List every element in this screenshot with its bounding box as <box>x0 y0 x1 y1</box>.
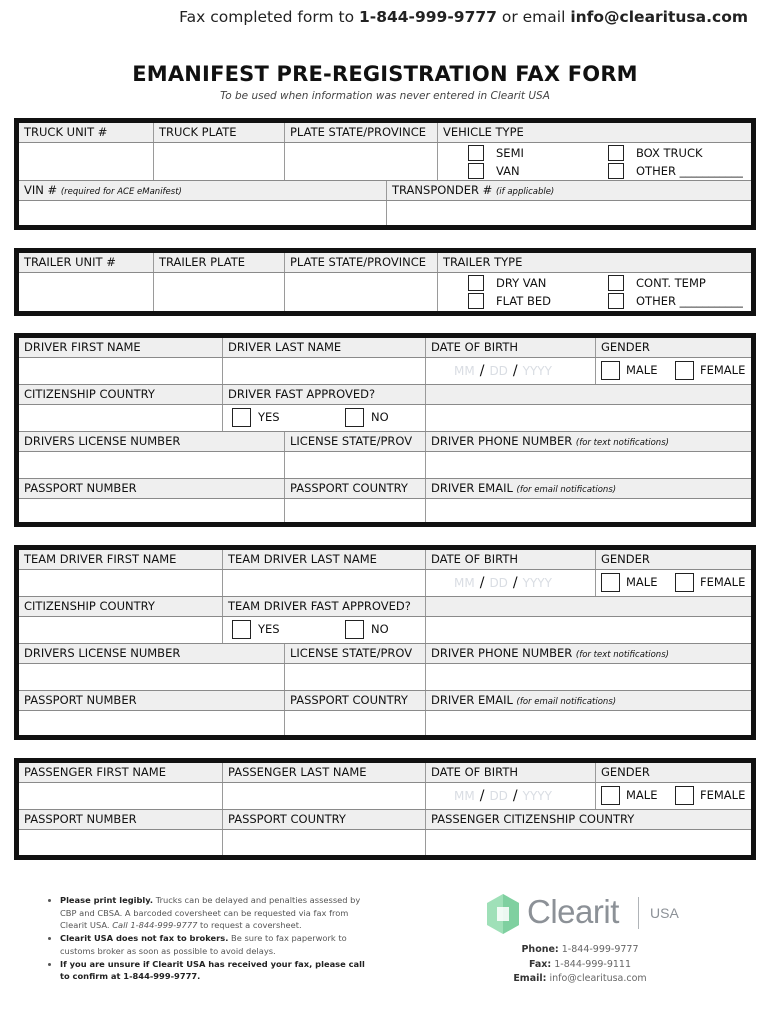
team-female-checkbox[interactable] <box>675 573 694 592</box>
team-fast-yes-checkbox[interactable] <box>232 620 251 639</box>
team-license-state-field[interactable] <box>284 664 425 690</box>
passenger-dob-label: DATE OF BIRTH <box>425 763 595 782</box>
driver-fast-yes-checkbox[interactable] <box>232 408 251 427</box>
trailer-plate-field[interactable] <box>153 273 284 311</box>
driver-fast-no-label: NO <box>371 410 389 424</box>
semi-checkbox[interactable] <box>468 145 484 161</box>
driver-license-state-label: LICENSE STATE/PROV <box>284 432 425 451</box>
vin-header-row <box>19 181 751 201</box>
driver-fast-yes-label: YES <box>258 410 280 424</box>
vin-label: VIN # (required for ACE eManifest) <box>24 183 182 197</box>
team-passport-field[interactable] <box>19 711 284 735</box>
team-passport-row <box>19 711 751 735</box>
box-truck-checkbox[interactable] <box>608 145 624 161</box>
team-first-label: TEAM DRIVER FIRST NAME <box>24 552 177 566</box>
page-subtitle: To be used when information was never entered in Clearit USA <box>220 90 550 102</box>
team-citizenship-label: CITIZENSHIP COUNTRY <box>24 599 155 613</box>
passenger-gender-label: GENDER <box>595 763 751 782</box>
team-license-state-label: LICENSE STATE/PROV <box>284 644 425 663</box>
team-license-field[interactable] <box>19 664 284 690</box>
team-male-label: MALE <box>626 575 658 589</box>
team-passport-country-field[interactable] <box>284 711 425 735</box>
driver-license-label: DRIVERS LICENSE NUMBER <box>24 434 181 448</box>
passenger-name-row <box>19 783 751 810</box>
team-email-field[interactable] <box>425 711 751 735</box>
passenger-first-label: PASSENGER FIRST NAME <box>24 765 166 779</box>
logo-divider <box>638 897 639 929</box>
contact-email: Email: info@clearitusa.com <box>513 973 647 984</box>
driver-name-header <box>19 338 751 358</box>
team-fast-no-label: NO <box>371 622 389 636</box>
fax-instructions <box>179 8 748 26</box>
driver-phone-label: DRIVER PHONE NUMBER (for text notifications) <box>425 432 751 451</box>
team-driver-section <box>14 545 756 740</box>
team-license-row <box>19 664 751 691</box>
truck-input-row <box>19 143 751 181</box>
vin-field[interactable] <box>19 201 386 225</box>
driver-male-label: MALE <box>626 363 658 377</box>
truck-plate-label: TRUCK PLATE <box>153 123 284 142</box>
team-citizen-row <box>19 617 751 644</box>
truck-header-row <box>19 123 751 143</box>
trailer-unit-field[interactable] <box>19 273 153 311</box>
passenger-first-field[interactable] <box>19 783 222 809</box>
contact-phone: Phone: 1-844-999-9777 <box>521 944 639 955</box>
vin-input-row <box>19 201 751 225</box>
driver-fast-label: DRIVER FAST APPROVED? <box>222 385 425 404</box>
box-truck-label: BOX TRUCK <box>636 146 703 160</box>
trailer-type-options <box>437 273 751 311</box>
team-gender-label: GENDER <box>595 550 751 569</box>
team-license-header <box>19 644 751 664</box>
driver-license-field[interactable] <box>19 452 284 478</box>
page-title: EMANIFEST PRE-REGISTRATION FAX FORM <box>132 62 638 86</box>
team-name-row <box>19 570 751 597</box>
passenger-passport-label: PASSPORT NUMBER <box>24 812 137 826</box>
team-dob-field[interactable] <box>425 570 595 596</box>
driver-fast-no-checkbox[interactable] <box>345 408 364 427</box>
vehicle-type-options <box>437 143 751 180</box>
clearit-hexagon-logo-icon <box>485 893 521 935</box>
trailer-state-label: PLATE STATE/PROVINCE <box>284 253 437 272</box>
truck-unit-label: TRUCK UNIT # <box>24 125 108 139</box>
dob-placeholder: MM / DD / YYYY <box>454 363 552 379</box>
footer-notes <box>40 894 370 983</box>
truck-other-checkbox[interactable] <box>608 163 624 179</box>
passenger-passport-header <box>19 810 751 830</box>
passenger-gender-options <box>595 783 751 809</box>
dry-van-checkbox[interactable] <box>468 275 484 291</box>
driver-email-label: DRIVER EMAIL (for email notifications) <box>425 479 751 498</box>
van-label: VAN <box>496 164 520 178</box>
driver-passport-country-field[interactable] <box>284 499 425 522</box>
driver-first-label: DRIVER FIRST NAME <box>24 340 141 354</box>
truck-other-label: OTHER ___________ <box>636 164 743 178</box>
driver-passport-row <box>19 499 751 522</box>
trailer-other-checkbox[interactable] <box>608 293 624 309</box>
contact-email: info@clearitusa.com <box>570 8 748 26</box>
team-license-label: DRIVERS LICENSE NUMBER <box>24 646 181 660</box>
trailer-header-row <box>19 253 751 273</box>
driver-passport-label: PASSPORT NUMBER <box>24 481 137 495</box>
team-fast-yes-label: YES <box>258 622 280 636</box>
plate-state-field[interactable] <box>284 143 437 180</box>
trailer-input-row <box>19 273 751 311</box>
transponder-label: TRANSPONDER # (if applicable) <box>386 181 751 200</box>
passenger-female-label: FEMALE <box>700 788 746 802</box>
passenger-female-checkbox[interactable] <box>675 786 694 805</box>
passenger-citizenship-field[interactable] <box>425 830 751 855</box>
dob-placeholder: MM / DD / YYYY <box>454 788 552 804</box>
driver-last-field[interactable] <box>222 358 425 384</box>
contact-block <box>490 943 670 987</box>
driver-female-checkbox[interactable] <box>675 361 694 380</box>
passenger-dob-field[interactable] <box>425 783 595 809</box>
note-confirm: • If you are unsure if Clearit USA has received your fax, please call to confirm at 1-844-999-9777. <box>60 958 370 983</box>
driver-license-state-field[interactable] <box>284 452 425 478</box>
passenger-last-field[interactable] <box>222 783 425 809</box>
flat-bed-label: FLAT BED <box>496 294 551 308</box>
passenger-passport-country-field[interactable] <box>222 830 425 855</box>
driver-passport-field[interactable] <box>19 499 284 522</box>
driver-citizen-header <box>19 385 751 405</box>
transponder-field[interactable] <box>386 201 751 225</box>
driver-name-row <box>19 358 751 385</box>
fax-number: 1-844-999-9777 <box>358 8 497 26</box>
plate-state-label: PLATE STATE/PROVINCE <box>284 123 437 142</box>
team-male-checkbox[interactable] <box>601 573 620 592</box>
trailer-state-field[interactable] <box>284 273 437 311</box>
team-gender-options <box>595 570 751 596</box>
van-checkbox[interactable] <box>468 163 484 179</box>
driver-citizenship-label: CITIZENSHIP COUNTRY <box>24 387 155 401</box>
driver-fast-options <box>222 405 425 431</box>
passenger-male-checkbox[interactable] <box>601 786 620 805</box>
passenger-citizenship-label: PASSENGER CITIZENSHIP COUNTRY <box>425 810 751 829</box>
driver-gender-label: GENDER <box>595 338 751 357</box>
driver-license-row <box>19 452 751 479</box>
passenger-male-label: MALE <box>626 788 658 802</box>
trailer-other-label: OTHER ___________ <box>636 294 743 308</box>
vehicle-type-label: VEHICLE TYPE <box>437 123 751 142</box>
semi-label: SEMI <box>496 146 524 160</box>
dry-van-label: DRY VAN <box>496 276 547 290</box>
team-passport-label: PASSPORT NUMBER <box>24 693 137 707</box>
team-dob-label: DATE OF BIRTH <box>425 550 595 569</box>
passenger-passport-row <box>19 830 751 855</box>
team-female-label: FEMALE <box>700 575 746 589</box>
team-passport-country-label: PASSPORT COUNTRY <box>284 691 425 710</box>
team-last-field[interactable] <box>222 570 425 596</box>
driver-gender-options <box>595 358 751 384</box>
passenger-name-header <box>19 763 751 783</box>
truck-plate-field[interactable] <box>153 143 284 180</box>
trailer-type-label: TRAILER TYPE <box>437 253 751 272</box>
driver-male-checkbox[interactable] <box>601 361 620 380</box>
driver-dob-label: DATE OF BIRTH <box>425 338 595 357</box>
driver-section <box>14 333 756 527</box>
team-name-header <box>19 550 751 570</box>
passenger-passport-field[interactable] <box>19 830 222 855</box>
logo-name: Clearit <box>527 893 619 930</box>
driver-phone-field[interactable] <box>425 452 751 478</box>
driver-dob-field[interactable] <box>425 358 595 384</box>
team-citizen-header <box>19 597 751 617</box>
cont-temp-label: CONT. TEMP <box>636 276 706 290</box>
team-last-label: TEAM DRIVER LAST NAME <box>222 550 425 569</box>
team-fast-label: TEAM DRIVER FAST APPROVED? <box>222 597 425 616</box>
truck-section <box>14 118 756 230</box>
passenger-section <box>14 758 756 860</box>
trailer-section <box>14 248 756 316</box>
driver-citizen-row <box>19 405 751 432</box>
driver-last-label: DRIVER LAST NAME <box>222 338 425 357</box>
driver-email-field[interactable] <box>425 499 751 522</box>
driver-license-header <box>19 432 751 452</box>
trailer-unit-label: TRAILER UNIT # <box>24 255 116 269</box>
team-citizenship-field[interactable] <box>19 617 222 643</box>
passenger-passport-country-label: PASSPORT COUNTRY <box>222 810 425 829</box>
team-fast-options <box>222 617 425 643</box>
team-email-label: DRIVER EMAIL (for email notifications) <box>425 691 751 710</box>
driver-passport-country-label: PASSPORT COUNTRY <box>284 479 425 498</box>
team-fast-no-checkbox[interactable] <box>345 620 364 639</box>
team-phone-label: DRIVER PHONE NUMBER (for text notifications) <box>425 644 751 663</box>
note-no-brokers: • Clearit USA does not fax to brokers. Be sure to fax paperwork to customs broker as soon as possible to avoid delays. <box>60 932 370 957</box>
flat-bed-checkbox[interactable] <box>468 293 484 309</box>
dob-placeholder: MM / DD / YYYY <box>454 575 552 591</box>
clearit-logo <box>485 893 685 937</box>
passenger-last-label: PASSENGER LAST NAME <box>222 763 425 782</box>
trailer-plate-label: TRAILER PLATE <box>153 253 284 272</box>
logo-suffix: USA <box>650 905 679 921</box>
driver-citizenship-field[interactable] <box>19 405 222 431</box>
cont-temp-checkbox[interactable] <box>608 275 624 291</box>
driver-first-field[interactable] <box>19 358 222 384</box>
team-phone-field[interactable] <box>425 664 751 690</box>
contact-fax: Fax: 1-844-999-9111 <box>528 958 632 970</box>
team-first-field[interactable] <box>19 570 222 596</box>
driver-female-label: FEMALE <box>700 363 746 377</box>
truck-unit-field[interactable] <box>19 143 153 180</box>
email-prefix: or email <box>496 8 571 26</box>
note-print-legibly: • Please print legibly. Trucks can be delayed and penalties assessed by CBP and CBSA. A barcoded coversheet can be requested via fax from Clearit USA. Call 1-844-999-9777 to request a coversheet. <box>60 894 370 932</box>
fax-prefix: Fax completed form to <box>179 8 359 26</box>
team-passport-header <box>19 691 751 711</box>
driver-passport-header <box>19 479 751 499</box>
